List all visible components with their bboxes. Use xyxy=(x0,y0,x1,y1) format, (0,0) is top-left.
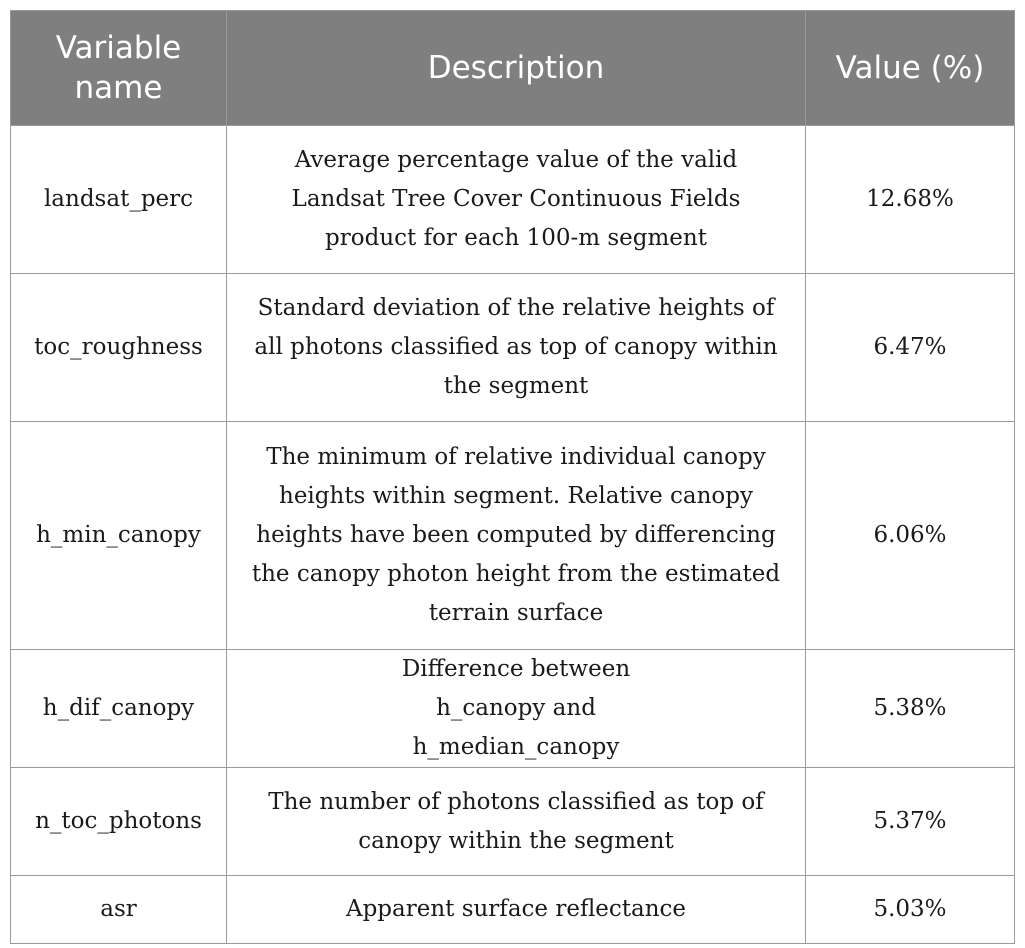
value-cell: 12.68% xyxy=(806,126,1015,274)
variable-cell: toc_roughness xyxy=(11,274,227,422)
table-body xyxy=(11,126,1015,944)
table-row xyxy=(11,422,1015,650)
table-row xyxy=(11,650,1015,768)
description-cell: Standard deviation of the relative heights of all photons classified as top of canopy within the segment xyxy=(227,274,806,422)
variable-cell: n_toc_photons xyxy=(11,768,227,876)
variable-cell: h_dif_canopy xyxy=(11,650,227,768)
description-cell: Difference between h_canopy and h_median_canopy xyxy=(227,650,806,768)
variable-cell: asr xyxy=(11,876,227,944)
variable-cell: h_min_canopy xyxy=(11,422,227,650)
description-cell: Apparent surface reflectance xyxy=(227,876,806,944)
table-row xyxy=(11,126,1015,274)
variable-cell: landsat_perc xyxy=(11,126,227,274)
table-header xyxy=(11,11,1015,126)
value-cell: 5.38% xyxy=(806,650,1015,768)
header-value: Value (%) xyxy=(806,11,1015,126)
header-description: Description xyxy=(227,11,806,126)
variable-importance-table xyxy=(10,10,1015,944)
description-cell: Average percentage value of the valid Landsat Tree Cover Continuous Fields product for each 100-m segment xyxy=(227,126,806,274)
table-row xyxy=(11,876,1015,944)
table-row xyxy=(11,768,1015,876)
value-cell: 6.47% xyxy=(806,274,1015,422)
table-row xyxy=(11,274,1015,422)
value-cell: 5.03% xyxy=(806,876,1015,944)
description-cell: The number of photons classified as top of canopy within the segment xyxy=(227,768,806,876)
header-row xyxy=(11,11,1015,126)
description-cell: The minimum of relative individual canopy heights within segment. Relative canopy heights have been computed by differencing the canopy photon height from the estimated terrain surface xyxy=(227,422,806,650)
value-cell: 5.37% xyxy=(806,768,1015,876)
header-variable-name: Variable name xyxy=(11,11,227,126)
value-cell: 6.06% xyxy=(806,422,1015,650)
